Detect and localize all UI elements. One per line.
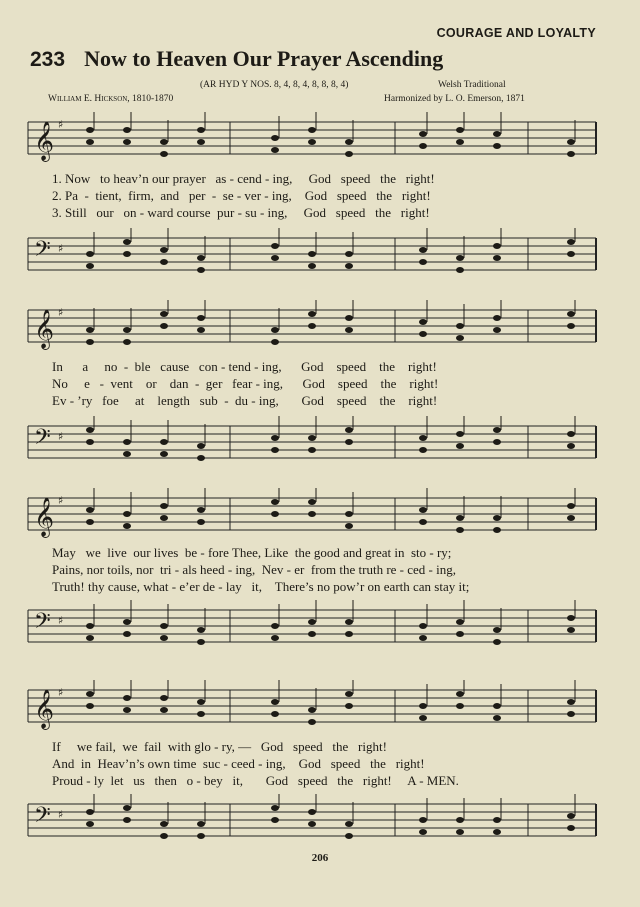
note-head [197, 711, 205, 717]
note-head [493, 439, 501, 445]
note-head [160, 451, 168, 457]
note-head [419, 817, 427, 823]
treble-staff [0, 680, 640, 740]
bass-staff [0, 416, 640, 476]
treble-clef-icon: 𝄞 [34, 689, 55, 729]
note-head [160, 259, 168, 265]
note-head [308, 809, 316, 815]
note-head [345, 263, 353, 269]
note-head [197, 127, 205, 133]
note-head [123, 139, 131, 145]
note-head [271, 711, 279, 717]
note-head [86, 703, 94, 709]
note-head [86, 427, 94, 433]
note-head [271, 327, 279, 333]
note-head [308, 631, 316, 637]
note-head [271, 699, 279, 705]
note-head [493, 627, 501, 633]
harmonizer-credit: Harmonized by L. O. Emerson, 1871 [384, 94, 525, 104]
note-head [419, 435, 427, 441]
lyric-line: In a no - ble cause con - tend - ing, God speed the right! [52, 359, 437, 374]
note-head [419, 143, 427, 149]
note-head [456, 267, 464, 273]
note-head [419, 447, 427, 453]
note-head [86, 139, 94, 145]
note-head [345, 631, 353, 637]
note-head [345, 821, 353, 827]
note-head [567, 627, 575, 633]
note-head [345, 151, 353, 157]
note-head [456, 127, 464, 133]
note-head [271, 817, 279, 823]
note-head [197, 443, 205, 449]
hymn-title-row [30, 46, 620, 72]
lyric-line: May we live our lives be - fore Thee, Like the good and great in sto - ry; [52, 545, 452, 560]
note-head [160, 695, 168, 701]
note-head [197, 455, 205, 461]
note-head [123, 327, 131, 333]
key-signature-icon: ♯ [58, 430, 64, 443]
note-head [271, 243, 279, 249]
note-head [308, 139, 316, 145]
lyric-line: Proud - ly let us then o - bey it, God speed the right! A - MEN. [52, 773, 459, 788]
note-head [160, 821, 168, 827]
note-head [197, 255, 205, 261]
note-head [345, 511, 353, 517]
note-head [567, 515, 575, 521]
tune-name: (AR HYD Y NOS. 8, 4, 8, 4, 8, 8, 8, 4) [200, 80, 349, 90]
note-head [567, 431, 575, 437]
note-head [345, 691, 353, 697]
note-head [86, 519, 94, 525]
note-head [345, 439, 353, 445]
note-head [197, 821, 205, 827]
lyrics-block [52, 358, 572, 409]
key-signature-icon: ♯ [58, 118, 64, 131]
note-head [456, 829, 464, 835]
note-head [308, 719, 316, 725]
note-head [493, 255, 501, 261]
note-head [86, 251, 94, 257]
note-head [123, 511, 131, 517]
note-head [345, 523, 353, 529]
note-head [456, 255, 464, 261]
note-head [308, 707, 316, 713]
note-head [160, 439, 168, 445]
lyric-line: No e - vent or dan - ger fear - ing, God speed the right! [52, 376, 439, 391]
note-head [456, 619, 464, 625]
note-head [123, 695, 131, 701]
note-head [123, 631, 131, 637]
note-head [493, 427, 501, 433]
note-head [123, 451, 131, 457]
note-head [456, 139, 464, 145]
note-head [567, 825, 575, 831]
note-head [123, 619, 131, 625]
bass-staff [0, 600, 640, 660]
lyric-line: Truth! thy cause, what - e’er de - lay it, There’s no pow’r on earth can stay it; [52, 579, 470, 594]
note-head [345, 315, 353, 321]
note-head [86, 263, 94, 269]
key-signature-icon: ♯ [58, 306, 64, 319]
note-head [271, 511, 279, 517]
note-head [160, 151, 168, 157]
note-head [197, 519, 205, 525]
lyric-line: Pains, nor toils, nor tri - als heed - ing, Nev - er from the truth re - ced - ing, [52, 562, 456, 577]
note-head [123, 251, 131, 257]
key-signature-icon: ♯ [58, 242, 64, 255]
page-number: 206 [311, 852, 329, 864]
lyrics-block [52, 170, 572, 221]
bass-clef-icon: 𝄢 [34, 803, 51, 833]
treble-staff [0, 488, 640, 548]
note-head [271, 255, 279, 261]
bass-staff [0, 794, 640, 854]
note-head [493, 527, 501, 533]
note-head [493, 639, 501, 645]
note-head [86, 623, 94, 629]
note-head [160, 247, 168, 253]
note-head [123, 817, 131, 823]
note-head [308, 821, 316, 827]
note-head [493, 315, 501, 321]
note-head [197, 507, 205, 513]
lyric-line: 2. Pa - tient, firm, and per - se - ver - ing, God speed the right! [52, 188, 431, 203]
note-head [567, 323, 575, 329]
treble-staff [0, 300, 640, 360]
note-head [567, 699, 575, 705]
note-head [493, 703, 501, 709]
lyric-line: 1. Now to heav’n our prayer as - cend - ing, God speed the right! [52, 171, 435, 186]
note-head [345, 139, 353, 145]
note-head [123, 339, 131, 345]
note-head [197, 627, 205, 633]
note-head [197, 327, 205, 333]
note-head [86, 127, 94, 133]
note-head [123, 805, 131, 811]
note-head [160, 707, 168, 713]
note-head [308, 127, 316, 133]
note-head [493, 515, 501, 521]
note-head [308, 311, 316, 317]
note-head [456, 431, 464, 437]
note-head [86, 327, 94, 333]
section-heading: COURAGE AND LOYALTY [436, 26, 596, 40]
note-head [345, 619, 353, 625]
note-head [419, 507, 427, 513]
note-head [271, 135, 279, 141]
note-head [567, 139, 575, 145]
hymn-number: 233 [30, 48, 66, 71]
note-head [308, 511, 316, 517]
note-head [493, 143, 501, 149]
note-head [86, 439, 94, 445]
note-head [197, 139, 205, 145]
note-head [567, 711, 575, 717]
note-head [419, 829, 427, 835]
note-head [345, 833, 353, 839]
note-head [456, 631, 464, 637]
note-head [160, 833, 168, 839]
note-head [419, 635, 427, 641]
note-head [567, 239, 575, 245]
note-head [345, 703, 353, 709]
note-head [419, 519, 427, 525]
note-head [86, 691, 94, 697]
note-head [567, 615, 575, 621]
note-head [197, 639, 205, 645]
note-head [197, 267, 205, 273]
note-head [308, 323, 316, 329]
note-head [567, 311, 575, 317]
note-head [123, 707, 131, 713]
note-head [567, 151, 575, 157]
treble-staff [0, 112, 640, 172]
note-head [308, 251, 316, 257]
note-head [160, 515, 168, 521]
note-head [567, 443, 575, 449]
note-head [271, 623, 279, 629]
note-head [271, 435, 279, 441]
note-head [123, 439, 131, 445]
tune-origin: Welsh Traditional [438, 80, 506, 90]
note-head [160, 623, 168, 629]
note-head [456, 335, 464, 341]
note-head [308, 435, 316, 441]
note-head [456, 323, 464, 329]
lyrics-block [52, 544, 572, 595]
lyrics-block [52, 738, 572, 789]
note-head [271, 499, 279, 505]
note-head [160, 635, 168, 641]
note-head [123, 523, 131, 529]
bass-clef-icon: 𝄢 [34, 425, 51, 455]
note-head [86, 635, 94, 641]
note-head [123, 127, 131, 133]
note-head [456, 703, 464, 709]
bass-staff [0, 228, 640, 288]
note-head [456, 443, 464, 449]
note-head [456, 527, 464, 533]
note-head [86, 821, 94, 827]
note-head [419, 703, 427, 709]
bass-clef-icon: 𝄢 [34, 237, 51, 267]
note-head [567, 251, 575, 257]
author-credit: William E. Hickson, 1810-1870 [48, 94, 174, 104]
note-head [271, 635, 279, 641]
note-head [308, 447, 316, 453]
treble-clef-icon: 𝄞 [34, 309, 55, 349]
hymn-title: Now to Heaven Our Prayer Ascending [84, 46, 444, 71]
note-head [419, 331, 427, 337]
note-head [493, 131, 501, 137]
lyric-line: If we fail, we fail with glo - ry, — God speed the right! [52, 739, 387, 754]
note-head [86, 809, 94, 815]
note-head [419, 247, 427, 253]
note-head [419, 623, 427, 629]
lyric-line: Ev - ’ry foe at length sub - du - ing, God speed the right! [52, 393, 438, 408]
bass-clef-icon: 𝄢 [34, 609, 51, 639]
key-signature-icon: ♯ [58, 686, 64, 699]
note-head [493, 817, 501, 823]
note-head [197, 315, 205, 321]
note-head [345, 251, 353, 257]
note-head [160, 323, 168, 329]
treble-clef-icon: 𝄞 [34, 497, 55, 537]
note-head [271, 805, 279, 811]
note-head [567, 503, 575, 509]
note-head [419, 715, 427, 721]
note-head [86, 339, 94, 345]
note-head [308, 499, 316, 505]
note-head [123, 239, 131, 245]
note-head [271, 147, 279, 153]
key-signature-icon: ♯ [58, 614, 64, 627]
note-head [197, 699, 205, 705]
note-head [308, 619, 316, 625]
note-head [493, 715, 501, 721]
note-head [567, 813, 575, 819]
lyric-line: 3. Still our on - ward course pur - su - ing, God speed the right! [52, 205, 430, 220]
note-head [197, 833, 205, 839]
note-head [160, 311, 168, 317]
note-head [456, 515, 464, 521]
note-head [271, 447, 279, 453]
note-head [493, 327, 501, 333]
note-head [456, 817, 464, 823]
key-signature-icon: ♯ [58, 494, 64, 507]
note-head [493, 829, 501, 835]
note-head [160, 503, 168, 509]
key-signature-icon: ♯ [58, 808, 64, 821]
note-head [456, 691, 464, 697]
note-head [271, 339, 279, 345]
note-head [160, 139, 168, 145]
note-head [419, 319, 427, 325]
note-head [345, 327, 353, 333]
note-head [419, 131, 427, 137]
lyric-line: And in Heav’n’s own time suc - ceed - ing, God speed the right! [52, 756, 425, 771]
note-head [345, 427, 353, 433]
note-head [86, 507, 94, 513]
note-head [419, 259, 427, 265]
note-head [308, 263, 316, 269]
note-head [493, 243, 501, 249]
treble-clef-icon: 𝄞 [34, 121, 55, 161]
